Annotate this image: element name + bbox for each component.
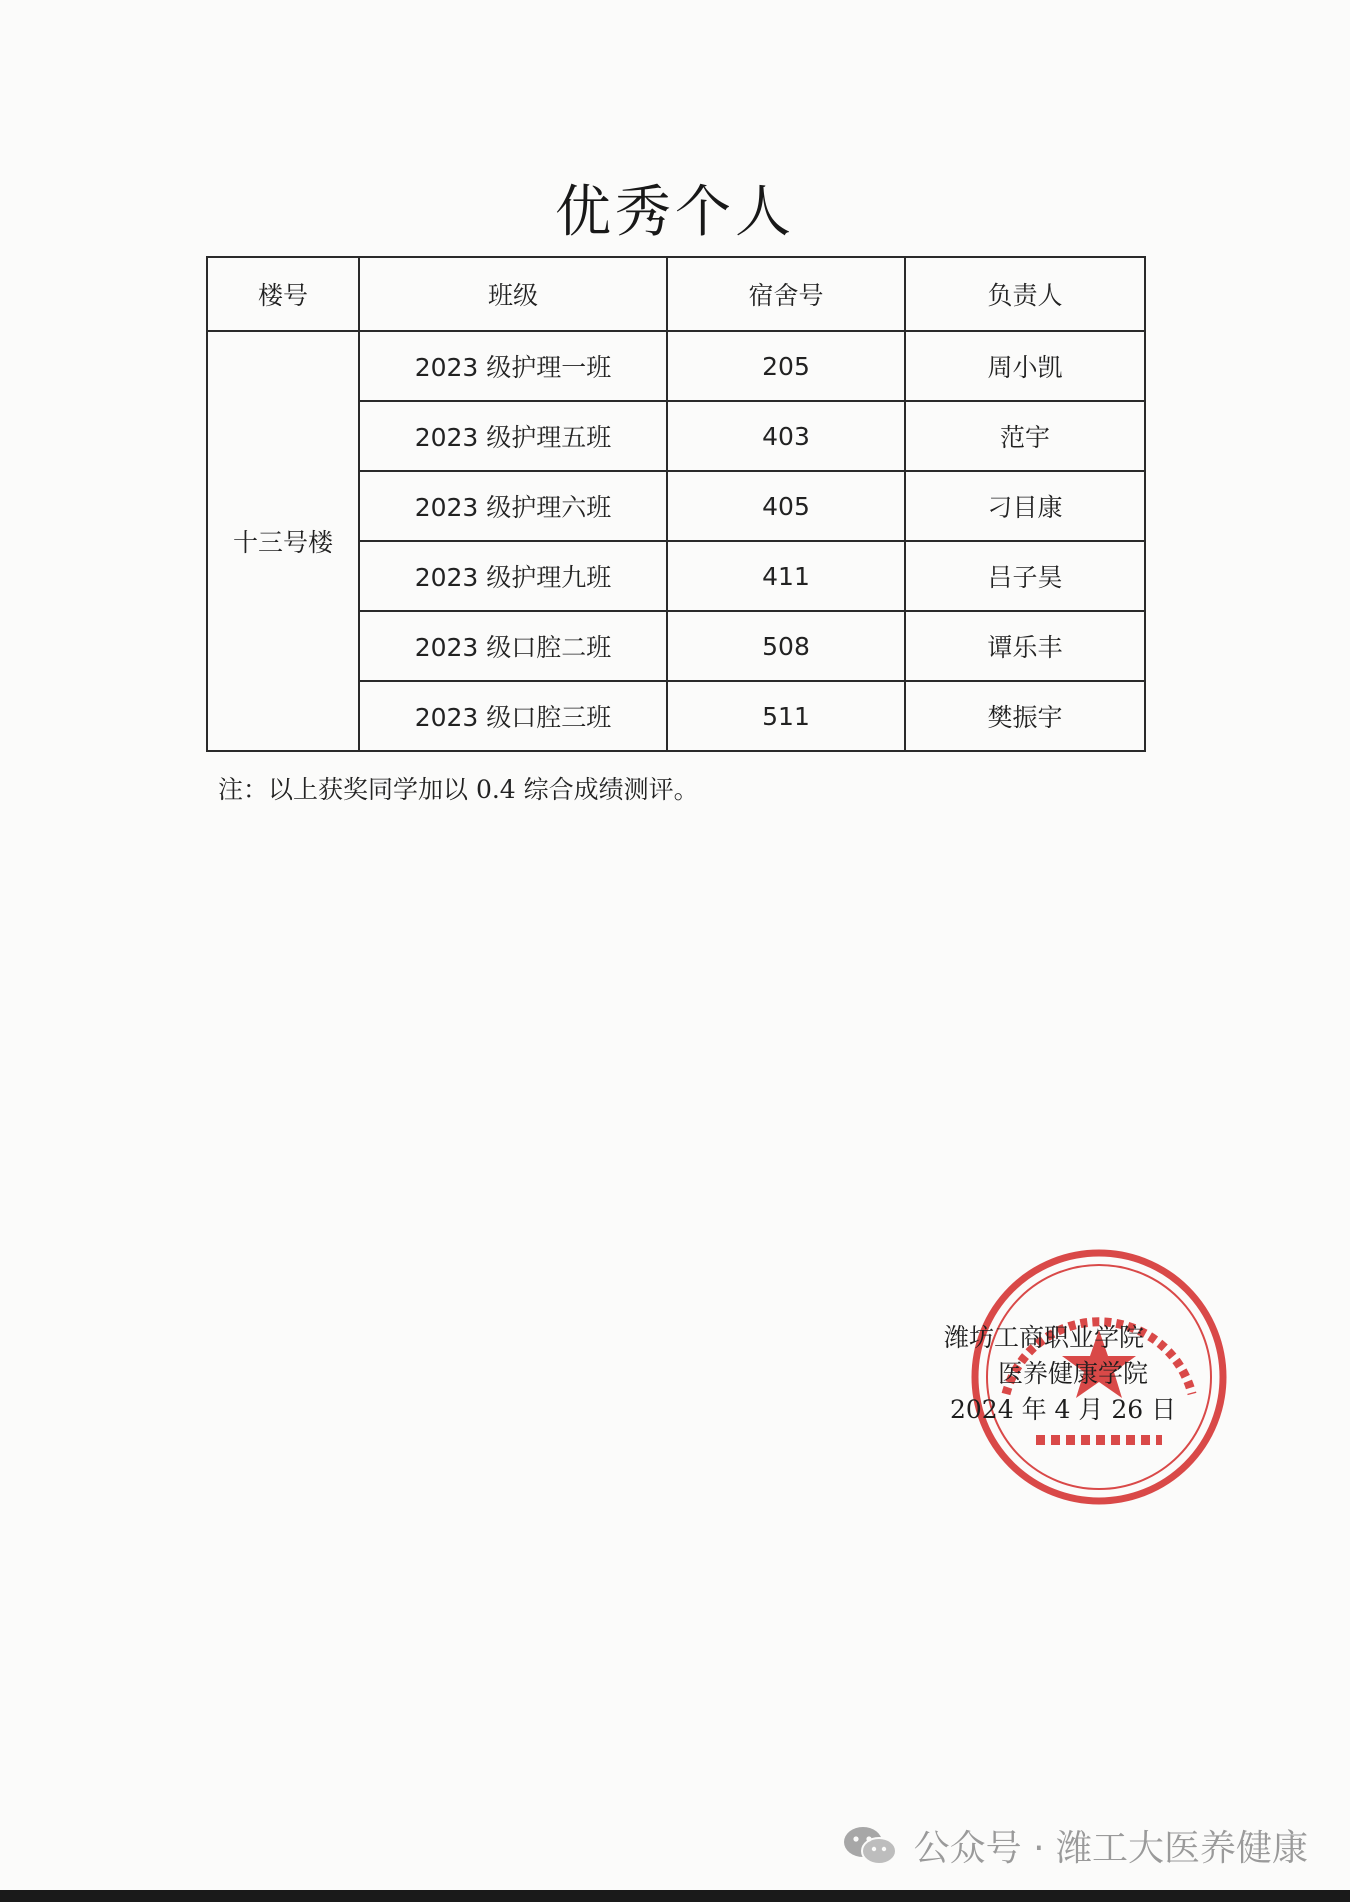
room-cell: 508 <box>667 611 905 681</box>
class-cell: 2023 级护理一班 <box>359 331 667 401</box>
leader-cell: 周小凯 <box>905 331 1145 401</box>
leader-cell: 樊振宇 <box>905 681 1145 751</box>
header-building: 楼号 <box>207 257 359 331</box>
wechat-icon <box>842 1824 898 1868</box>
class-cell: 2023 级护理六班 <box>359 471 667 541</box>
header-room: 宿舍号 <box>667 257 905 331</box>
table-header-row <box>207 257 1145 331</box>
footnote: 注：以上获奖同学加以 0.4 综合成绩测评。 <box>218 775 699 804</box>
watermark-text: 公众号 · 潍工大医养健康 <box>913 1828 1308 1869</box>
class-cell: 2023 级护理五班 <box>359 401 667 471</box>
room-cell: 511 <box>667 681 905 751</box>
table-row <box>207 331 1145 401</box>
leader-cell: 范宇 <box>905 401 1145 471</box>
room-cell: 405 <box>667 471 905 541</box>
document-title: 优秀个人 <box>555 180 795 245</box>
award-table <box>206 256 1146 752</box>
leader-cell: 刁目康 <box>905 471 1145 541</box>
leader-cell: 吕子昊 <box>905 541 1145 611</box>
room-cell: 411 <box>667 541 905 611</box>
class-cell: 2023 级护理九班 <box>359 541 667 611</box>
signature-department: 医养健康学院 <box>998 1359 1149 1388</box>
signature-institution: 潍坊工商职业学院 <box>944 1323 1145 1352</box>
bottom-edge-bar <box>0 1890 1350 1902</box>
leader-cell: 谭乐丰 <box>905 611 1145 681</box>
room-cell: 403 <box>667 401 905 471</box>
header-class: 班级 <box>359 257 667 331</box>
signature-date: 2024 年 4 月 26 日 <box>950 1395 1177 1424</box>
class-cell: 2023 级口腔二班 <box>359 611 667 681</box>
class-cell: 2023 级口腔三班 <box>359 681 667 751</box>
room-cell: 205 <box>667 331 905 401</box>
account-watermark <box>842 1820 1308 1871</box>
header-leader: 负责人 <box>905 257 1145 331</box>
building-cell: 十三号楼 <box>207 331 359 751</box>
